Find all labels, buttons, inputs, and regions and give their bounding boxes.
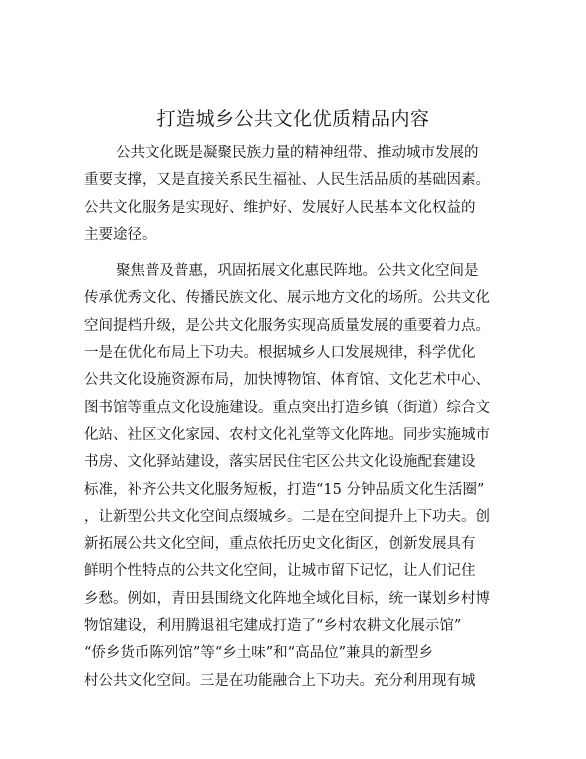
text-line: 村公共文化空间。三是在功能融合上下功夫。充分利用现有城 [84,672,476,689]
text-line: 重要支撑，又是直接关系民生福祉、人民生活品质的基础因素。 [84,172,490,189]
text-line: 鲜明个性特点的公共文化空间，让城市留下记忆，让人们记住 [84,563,476,580]
text-line: 书房、文化驿站建设，落实居民住宅区公共文化设施配套建设 [84,454,476,471]
text-line: “侨乡货币陈列馆”等“乡土味”和“高品位”兼具的新型乡 [84,645,433,662]
text-line: 标准，补齐公共文化服务短板，打造“15 分钟品质文化生活圈” [84,481,485,498]
text-line: 图书馆等重点文化设施建设。重点突出打造乡镇（街道）综合文 [84,399,490,416]
paragraph-1 [84,140,504,249]
text-line: 新拓展公共文化空间，重点依托历史文化街区，创新发展具有 [84,536,476,553]
text-line: 聚焦普及普惠，巩固拓展文化惠民阵地。公共文化空间是 [116,263,479,280]
text-line: 乡愁。例如，青田县围绕文化阵地全域化目标，统一谋划乡村博 [84,590,490,607]
text-line: 公共文化既是凝聚民族力量的精神纽带、推动城市发展的 [116,145,479,161]
document-body [84,140,504,695]
paragraph-gap [84,249,504,258]
text-line: 物馆建设，利用腾退祖宅建成打造了“乡村农耕文化展示馆” [84,618,462,635]
document-title: 打造城乡公共文化优质精品内容 [156,108,430,130]
text-line: 空间提档升级，是公共文化服务实现高质量发展的重要着力点。 [84,317,490,334]
text-line: 传承优秀文化、传播民族文化、展示地方文化的场所。公共文化 [84,290,490,307]
text-line: 公共文化设施资源布局，加快博物馆、体育馆、文化艺术中心、 [84,372,490,389]
text-line: 化站、社区文化家园、农村文化礼堂等文化阵地。同步实施城市 [84,426,490,443]
paragraph-2 [84,258,504,695]
text-line: 主要途径。 [84,226,157,243]
text-line: 一是在优化布局上下功夫。根据城乡人口发展规律，科学优化 [84,345,476,362]
text-line: 公共文化服务是实现好、维护好、发展好人民基本文化权益的 [84,199,476,216]
text-line: ，让新型公共文化空间点缀城乡。二是在空间提升上下功夫。创 [84,508,490,525]
